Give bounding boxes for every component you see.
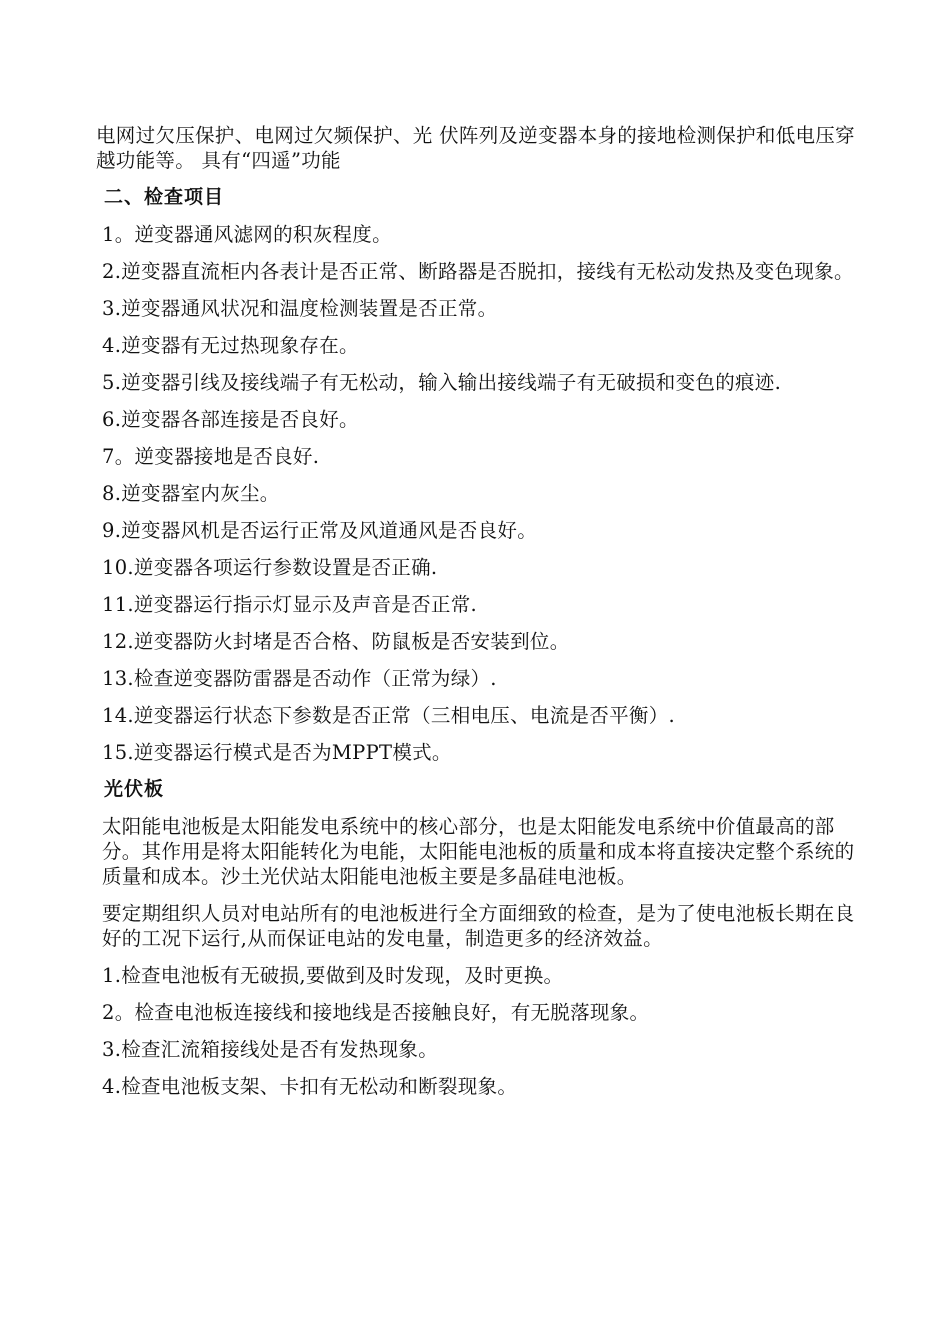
pv-inspection-paragraph: 要定期组织人员对电站所有的电池板进行全方面细致的检查，是为了使电池板长期在良好的工况下运行,从而保证电站的发电量，制造更多的经济效益。 <box>102 902 855 950</box>
inverter-check-item: 13.检查逆变器防雷器是否动作（正常为绿）. <box>102 667 497 690</box>
section-heading-inspection-items: 二、检查项目 <box>104 186 225 208</box>
intro-paragraph: 电网过欠压保护、电网过欠频保护、光 伏阵列及逆变器本身的接地检测保护和低电压穿越功能等。 具有“四遥”功能 <box>96 124 855 172</box>
inverter-check-item: 4.逆变器有无过热现象存在。 <box>102 334 359 357</box>
section-heading-pv-panels: 光伏板 <box>104 778 165 800</box>
pv-check-item: 4.检查电池板支架、卡扣有无松动和断裂现象。 <box>102 1075 518 1098</box>
inverter-check-item: 3.逆变器通风状况和温度检测装置是否正常。 <box>102 297 498 320</box>
pv-check-item: 3.检查汇流箱接线处是否有发热现象。 <box>102 1038 439 1061</box>
document-page <box>96 123 864 1111</box>
pv-check-item: 1.检查电池板有无破损,要做到及时发现，及时更换。 <box>102 964 564 987</box>
inverter-check-item: 10.逆变器各项运行参数设置是否正确. <box>102 556 438 579</box>
inverter-check-item: 12.逆变器防火封堵是否合格、防鼠板是否安装到位。 <box>102 630 570 653</box>
inverter-check-item: 7。逆变器接地是否良好. <box>102 445 320 468</box>
pv-check-item: 2。检查电池板连接线和接地线是否接触良好，有无脱落现象。 <box>102 1001 650 1024</box>
inverter-check-item: 11.逆变器运行指示灯显示及声音是否正常. <box>102 593 478 616</box>
pv-description-paragraph: 太阳能电池板是太阳能发电系统中的核心部分，也是太阳能发电系统中价值最高的部分。其作用是将太阳能转化为电能，太阳能电池板的质量和成本将直接决定整个系统的质量和成本。沙土光伏站太阳能电池板主要是多晶硅电池板。 <box>102 815 855 888</box>
inverter-check-item: 2.逆变器直流柜内各表计是否正常、断路器是否脱扣，接线有无松动发热及变色现象。 <box>102 260 854 283</box>
inverter-check-item: 1。逆变器通风滤网的积灰程度。 <box>102 223 392 246</box>
inverter-check-item: 5.逆变器引线及接线端子有无松动，输入输出接线端子有无破损和变色的痕迹. <box>102 371 782 394</box>
inverter-check-item: 14.逆变器运行状态下参数是否正常（三相电压、电流是否平衡）. <box>102 704 676 727</box>
inverter-check-item: 8.逆变器室内灰尘。 <box>102 482 280 505</box>
inverter-check-item: 6.逆变器各部连接是否良好。 <box>102 408 359 431</box>
inverter-check-item: 9.逆变器风机是否运行正常及风道通风是否良好。 <box>102 519 538 542</box>
inverter-check-item: 15.逆变器运行模式是否为MPPT模式。 <box>102 741 452 764</box>
